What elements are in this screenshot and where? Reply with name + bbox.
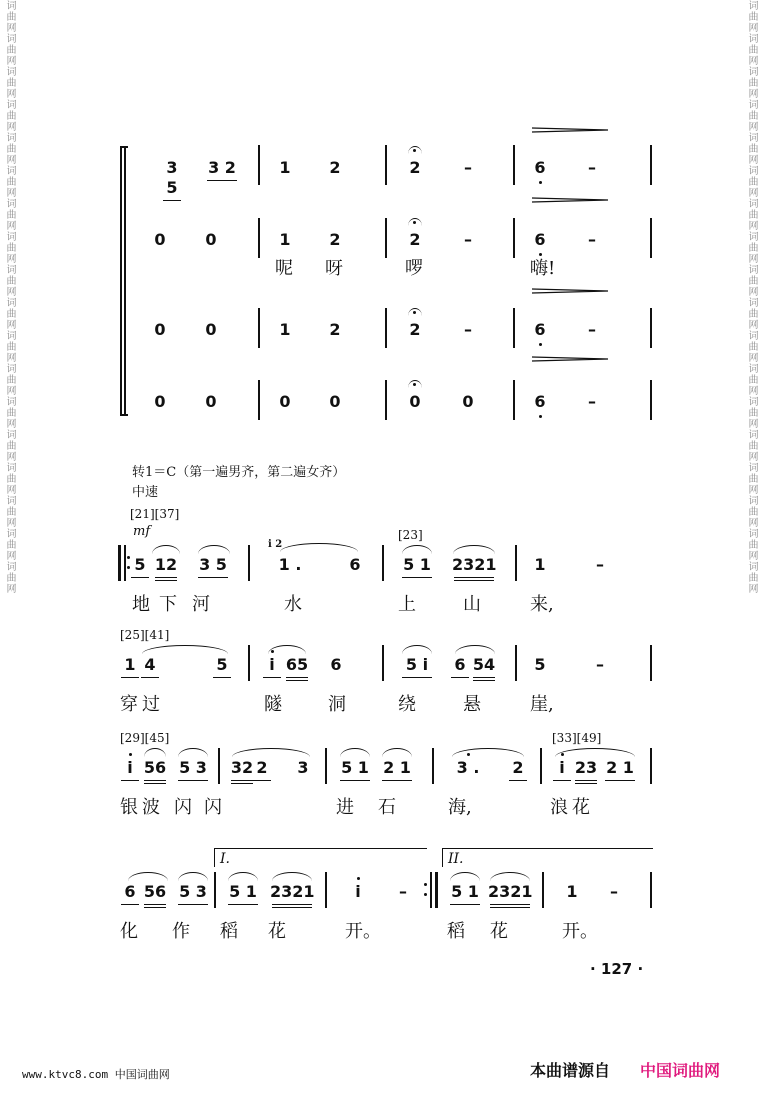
lyric: 呀 <box>325 258 343 279</box>
note-row1-2: 3 2 <box>205 158 239 178</box>
tempo-marking: 中速 <box>132 485 159 500</box>
right-watermark: 词曲网词曲网词曲网词曲网词曲网词曲网词曲网词曲网词曲网词曲网词曲网词曲网词曲网词曲网词曲网词曲网词曲网词曲网 <box>746 0 757 594</box>
rehearsal-ref: [23] <box>398 528 423 542</box>
rehearsal-ref: [33][49] <box>552 731 602 745</box>
volta-second <box>442 848 653 867</box>
lyric: 呢 <box>275 258 293 279</box>
fermata <box>408 146 422 154</box>
lyric: 啰 <box>405 258 423 279</box>
left-watermark: 词曲网词曲网词曲网词曲网词曲网词曲网词曲网词曲网词曲网词曲网词曲网词曲网词曲网词曲网词曲网词曲网词曲网词曲网 <box>4 0 15 594</box>
page-number: · 127 · <box>590 960 644 978</box>
footer-url[interactable]: www.ktvc8.com 中国词曲网 <box>22 1068 170 1081</box>
lyric: 嗨! <box>530 258 556 279</box>
rehearsal-ref: [25][41] <box>120 628 170 642</box>
rehearsal-ref: [21][37] <box>130 507 180 521</box>
key-change: 转1＝C（第一遍男齐，第二遍女齐） <box>132 465 346 480</box>
dynamic-mark: mf <box>133 524 151 539</box>
note-row1-1: 3 5 <box>161 158 183 198</box>
grace-notes: i 2 <box>268 539 283 550</box>
score-system-top: 3 5 3 2 1 2 2 – 6 – 0 0 1 2 2 – 6 – 呢 呀 啰 嗨! 0 0 1 2 2 – 6 – 0 0 0 0 0 0 6 – <box>0 0 760 430</box>
rehearsal-ref: [29][45] <box>120 731 170 745</box>
volta-first <box>214 848 427 867</box>
footer-source-name[interactable]: 中国词曲网 <box>640 1061 721 1080</box>
footer-source-label: 本曲谱源自 <box>530 1061 611 1080</box>
